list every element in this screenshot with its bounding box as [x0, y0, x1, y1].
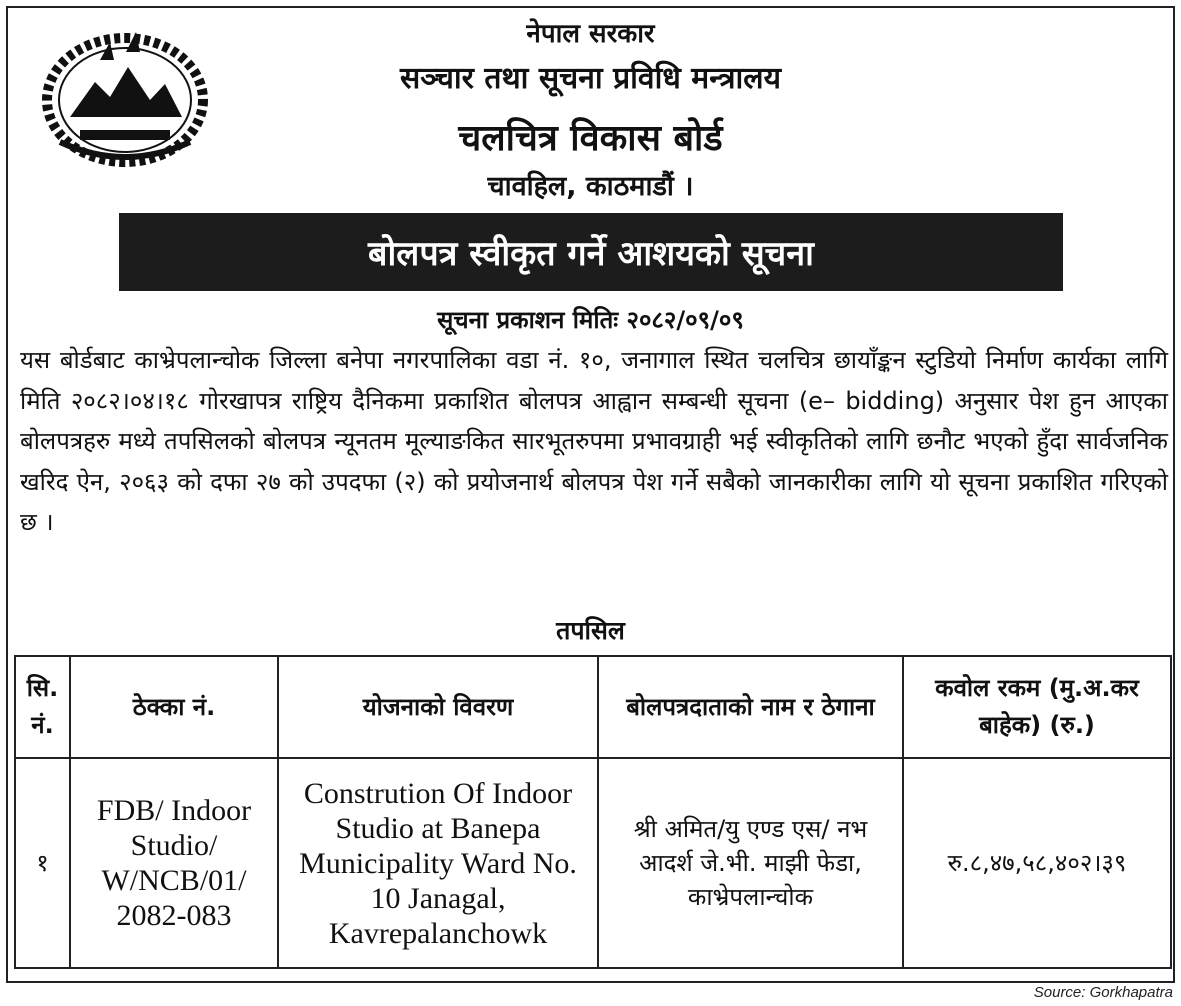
table-heading: तपसिल — [556, 616, 625, 645]
cell-amount: रु.८,४७,५८,४०२।३९ — [903, 758, 1171, 968]
ministry-name: सञ्चार तथा सूचना प्रविधि मन्त्रालय — [399, 61, 782, 96]
header-project: योजनाको विवरण — [278, 656, 598, 758]
cell-bidder: श्री अमित/यु एण्ड एस/ नभ आदर्श जे.भी. माझी फेडा, काभ्रेपलान्चोक — [598, 758, 903, 968]
cell-contract-no: FDB/ Indoor Studio/ W/NCB/01/ 2082-083 — [70, 758, 278, 968]
bid-details-table — [14, 655, 1172, 969]
notice-body: यस बोर्डबाट काभ्रेपलान्चोक जिल्ला बनेपा नगरपालिका वडा नं. १०, जनागाल स्थित चलचित्र छायाँङ्कन स्टुडियो निर्माण कार्यका लागि मिति २०८२।०४।१८ गोरखापत्र राष्ट्रिय दैनिकमा प्रकाशित बोलपत्र आह्वान सम्बन्धी सूचना (e– bidding) अनुसार पेश हुन आएका बोलपत्रहरु मध्ये तपसिलको बोलपत्र न्यूनतम मूल्याङकित सारभूतरुपमा प्रभावग्राही भई स्वीकृतिको लागि छनौट भएको हुँदा सार्वजनिक खरिद ऐन, २०६३ को दफा २७ को उपदफा (२) को प्रयोजनार्थ बोलपत्र पेश गर्ने सबैको जानकारीका लागि यो सूचना प्रकाशित गरिएको छ । — [20, 346, 1168, 537]
table-header-row — [15, 656, 1171, 758]
table-row — [15, 758, 1171, 968]
header-amount: कवोल रकम (मु.अ.कर बाहेक) (रु.) — [903, 656, 1171, 758]
notice-title: बोलपत्र स्वीकृत गर्ने आशयको सूचना — [368, 234, 814, 274]
source-credit: Source: Gorkhapatra — [1033, 984, 1173, 1001]
cell-project: Constrution Of Indoor Studio at Banepa Municipality Ward No. 10 Janagal, Kavrepalanchowk — [278, 758, 598, 968]
header-contract-no: ठेक्का नं. — [70, 656, 278, 758]
cell-sn: १ — [15, 758, 70, 968]
notice-title-banner — [119, 213, 1063, 291]
board-address: चावहिल, काठमाडौं । — [487, 171, 694, 202]
board-name: चलचित्र विकास बोर्ड — [458, 118, 723, 159]
header-bidder: बोलपत्रदाताको नाम र ठेगाना — [598, 656, 903, 758]
government-name: नेपाल सरकार — [526, 19, 655, 49]
header-sn: सि. नं. — [15, 656, 70, 758]
publication-date: सूचना प्रकाशन मितिः २०८२/०९/०९ — [437, 306, 744, 334]
